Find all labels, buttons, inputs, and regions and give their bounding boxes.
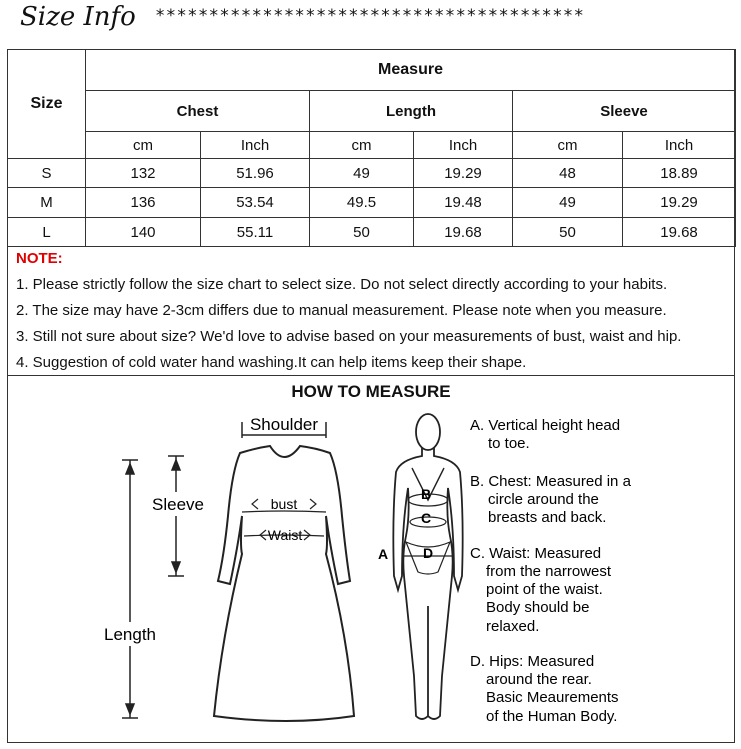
value-cell: 49 — [310, 159, 414, 188]
legend-b-line: B. Chest: Measured in a — [470, 473, 631, 490]
value-cell: 132 — [86, 159, 201, 188]
size-cell: S — [8, 159, 86, 188]
length-arrow — [122, 460, 138, 718]
value-cell: 50 — [310, 218, 414, 247]
value-cell: 55.11 — [201, 218, 310, 247]
unit-cell: cm — [513, 132, 623, 159]
letter-b: B — [420, 486, 432, 502]
value-cell: 50 — [513, 218, 623, 247]
value-cell: 49.5 — [310, 188, 414, 218]
legend-a-line: A. Vertical height head — [470, 417, 621, 434]
waist-label: Waist — [267, 527, 303, 543]
legend-c-line: C. Waist: Measured — [470, 545, 602, 562]
value-cell: 19.29 — [414, 159, 513, 188]
legend-d-line: D. Hips: Measured — [470, 653, 595, 670]
legend-c-line: from the narrowest — [486, 563, 612, 580]
note-line: 4. Suggestion of cold water hand washing.It can help items keep their shape. — [16, 354, 527, 371]
value-cell: 19.68 — [414, 218, 513, 247]
legend-a-line: to toe. — [488, 435, 530, 452]
unit-cell: Inch — [414, 132, 513, 159]
length-label: Length — [104, 625, 156, 644]
legend-c-line: Body should be — [486, 599, 590, 616]
note-line: 3. Still not sure about size? We'd love to advise based on your measurements of bust, waist and hip. — [16, 328, 682, 345]
body-icon — [393, 414, 462, 719]
size-cell: L — [8, 218, 86, 247]
how-to-measure-section — [7, 375, 735, 743]
letter-c: C — [420, 510, 432, 526]
sleeve-header: Sleeve — [513, 91, 736, 132]
value-cell: 49 — [513, 188, 623, 218]
brand-title: Size Info — [20, 2, 136, 32]
table-row — [8, 218, 736, 247]
header — [0, 0, 741, 46]
unit-cell: Inch — [201, 132, 310, 159]
legend-c-line: point of the waist. — [486, 581, 603, 598]
size-chart-table — [7, 49, 736, 247]
table-row — [8, 159, 736, 188]
value-cell: 140 — [86, 218, 201, 247]
sleeve-label: Sleeve — [152, 495, 204, 514]
measure-header: Measure — [86, 50, 736, 91]
legend-c-line: relaxed. — [486, 618, 540, 635]
legend-d-line: around the rear. — [486, 671, 592, 688]
unit-cell: cm — [86, 132, 201, 159]
unit-cell: cm — [310, 132, 414, 159]
how-to-measure-title: HOW TO MEASURE — [291, 382, 451, 401]
measure-illustration — [8, 376, 734, 742]
unit-cell: Inch — [623, 132, 736, 159]
note-title: NOTE: — [16, 250, 63, 267]
shoulder-label: Shoulder — [249, 415, 319, 434]
value-cell: 18.89 — [623, 159, 736, 188]
value-cell: 53.54 — [201, 188, 310, 218]
legend-b-line: circle around the — [488, 491, 599, 508]
length-header: Length — [310, 91, 513, 132]
star-divider: **************************************** — [155, 6, 585, 26]
measure-legend — [470, 417, 632, 725]
value-cell: 19.48 — [414, 188, 513, 218]
legend-b-line: breasts and back. — [488, 509, 607, 526]
value-cell: 51.96 — [201, 159, 310, 188]
value-cell: 19.68 — [623, 218, 736, 247]
size-header: Size — [8, 50, 86, 159]
value-cell: 136 — [86, 188, 201, 218]
letter-d: D — [422, 545, 434, 561]
note-line: 2. The size may have 2-3cm differs due to manual measurement. Please note when you measure. — [16, 302, 667, 319]
value-cell: 48 — [513, 159, 623, 188]
note-line: 1. Please strictly follow the size chart to select size. Do not select directly according to your habits. — [16, 276, 668, 293]
legend-d-line: of the Human Body. — [486, 708, 618, 725]
bust-label: bust — [270, 496, 298, 512]
dress-icon — [214, 446, 354, 721]
legend-d-line: Basic Meaurements — [486, 689, 619, 706]
letter-a: A — [377, 546, 389, 562]
size-cell: M — [8, 188, 86, 218]
value-cell: 19.29 — [623, 188, 736, 218]
chest-header: Chest — [86, 91, 310, 132]
notes-section — [7, 246, 735, 376]
table-row — [8, 188, 736, 218]
